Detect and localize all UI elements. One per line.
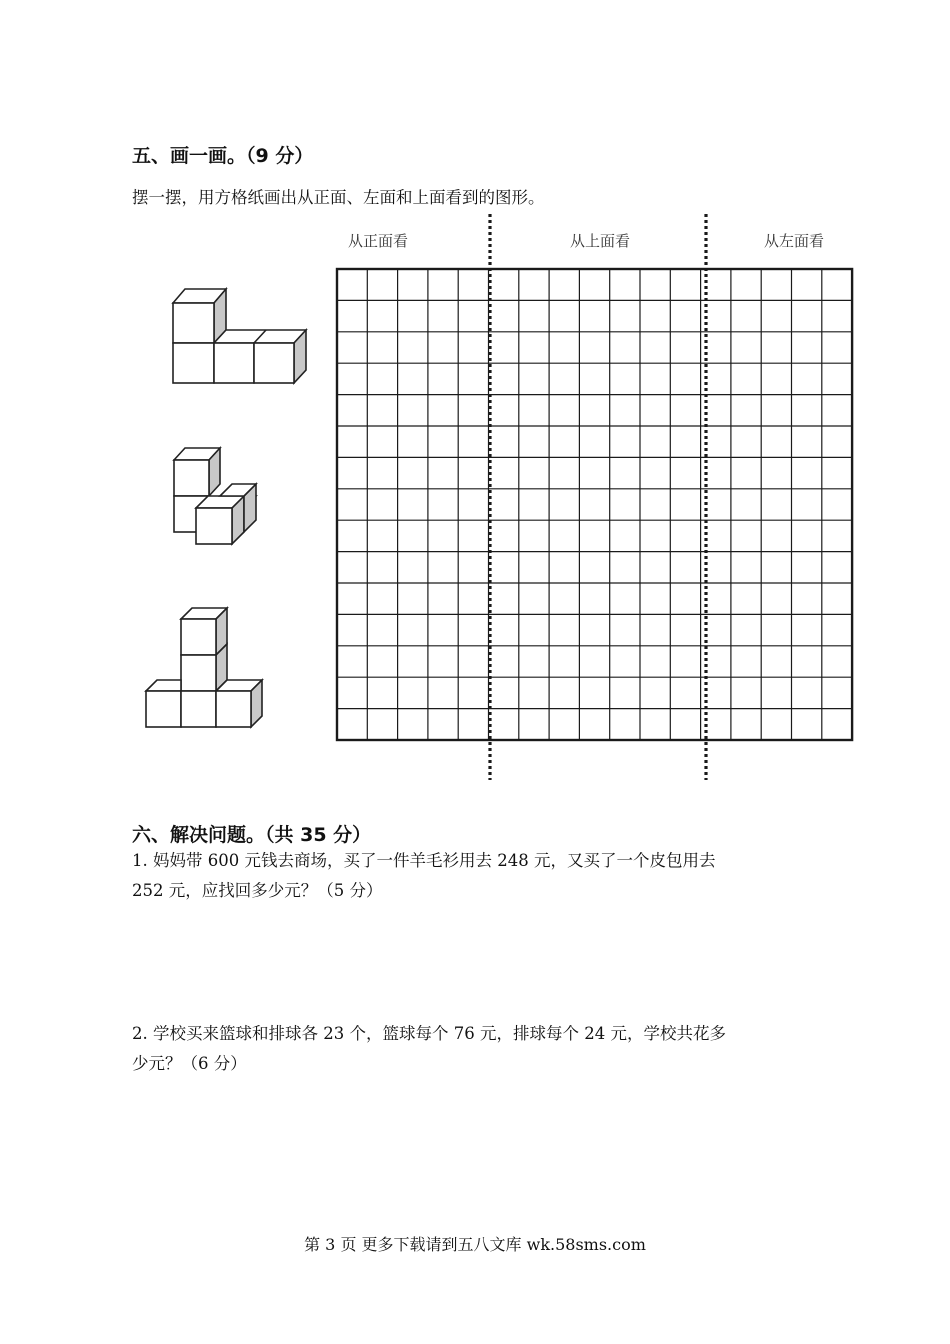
problem-2-line-2: 少元？（6 分） (132, 1054, 247, 1073)
page-footer: 第 3 页 更多下载请到五八文库 wk.58sms.com (304, 1235, 646, 1254)
grid-border (337, 269, 852, 740)
problem-2-line-1: 2. 学校买来篮球和排球各 23 个，篮球每个 76 元，排球每个 24 元，学校共花多 (132, 1024, 726, 1043)
problem-2 (132, 1019, 726, 1079)
problem-1-line-1: 1. 妈妈带 600 元钱去商场，买了一件羊毛衫用去 248 元，又买了一个皮包用去 (132, 851, 716, 870)
label-top-view: 从上面看 (570, 232, 631, 250)
cube-figure-2 (165, 440, 265, 550)
section-6-title: 六、解决问题。（共 35 分） (132, 824, 372, 846)
label-front-view: 从正面看 (348, 232, 409, 250)
section-5-instruction: 摆一摆，用方格纸画出从正面、左面和上面看到的图形。 (132, 188, 545, 207)
cube-figure-3 (140, 600, 270, 735)
problem-1 (132, 846, 715, 906)
cube-figure-1 (140, 280, 315, 395)
label-left-view: 从左面看 (764, 232, 825, 250)
problem-1-line-2: 252 元，应找回多少元？（5 分） (132, 881, 383, 900)
grid-paper[interactable] (330, 210, 865, 785)
section-5-title: 五、画一画。（9 分） (132, 145, 314, 167)
